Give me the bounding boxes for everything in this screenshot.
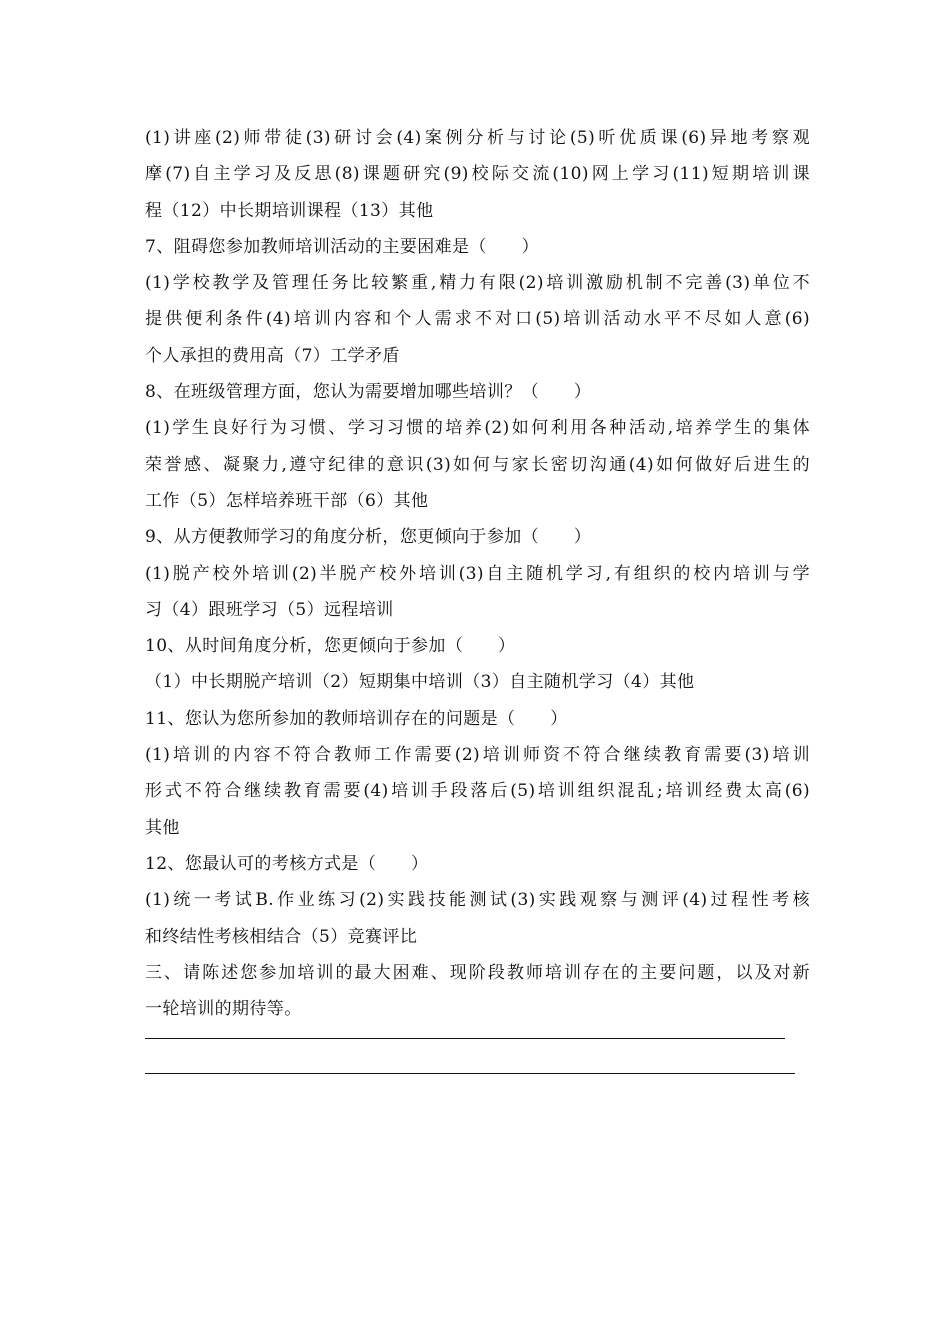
q11-options-line-3: 其他 [145,817,180,838]
section-3-prompt-line-2: 一轮培训的期待等。 [145,999,302,1020]
q11-options-line-2: 形式不符合继续教育需要(4)培训手段落后(5)培训组织混乱;培训经费太高(6) [145,781,810,802]
q6-options-line-1: (1)讲座(2)师带徒(3)研讨会(4)案例分析与讨论(5)听优质课(6)异地考察观 [145,128,810,148]
answer-line-2[interactable] [145,1073,795,1074]
question-10: 10、从时间角度分析，您更倾向于参加（ ） [145,636,516,657]
q6-options-line-3: 程（12）中长期培训课程（13）其他 [145,200,434,221]
section-3-prompt-line-1: 三、请陈述您参加培训的最大困难、现阶段教师培训存在的主要问题，以及对新 [145,962,810,983]
q12-options-line-2: 和终结性考核相结合（5）竞赛评比 [145,926,418,947]
q12-options-line-1: (1)统一考试B.作业练习(2)实践技能测试(3)实践观察与测评(4)过程性考核 [145,890,810,911]
q7-options-line-1: (1)学校教学及管理任务比较繁重,精力有限(2)培训激励机制不完善(3)单位不 [145,273,810,294]
document-body [145,120,810,1027]
q9-options-line-1: (1)脱产校外培训(2)半脱产校外培训(3)自主随机学习,有组织的校内培训与学 [145,563,810,584]
question-12: 12、您最认可的考核方式是（ ） [145,853,429,874]
q6-options-line-2: 摩(7)自主学习及反思(8)课题研究(9)校际交流(10)网上学习(11)短期培训课 [145,164,810,185]
question-9: 9、从方便教师学习的角度分析，您更倾向于参加（ ） [145,527,592,548]
q11-options-line-1: (1)培训的内容不符合教师工作需要(2)培训师资不符合继续教育需要(3)培训 [145,745,810,766]
q8-options-line-2: 荣誉感、凝聚力,遵守纪律的意识(3)如何与家长密切沟通(4)如何做好后进生的 [145,454,810,475]
q7-options-line-2: 提供便利条件(4)培训内容和个人需求不对口(5)培训活动水平不尽如人意(6) [145,309,810,330]
q7-options-line-3: 个人承担的费用高（7）工学矛盾 [145,345,400,366]
q9-options-line-2: 习（4）跟班学习（5）远程培训 [145,599,394,620]
question-8: 8、在班级管理方面，您认为需要增加哪些培训？（ ） [145,382,592,403]
q8-options-line-1: (1)学生良好行为习惯、学习习惯的培养(2)如何利用各种活动,培养学生的集体 [145,418,810,439]
q10-options-line-1: （1）中长期脱产培训（2）短期集中培训（3）自主随机学习（4）其他 [145,672,695,693]
question-11: 11、您认为您所参加的教师培训存在的问题是（ ） [145,708,568,729]
question-7: 7、阻碍您参加教师培训活动的主要困难是（ ） [145,236,540,257]
q8-options-line-3: 工作（5）怎样培养班干部（6）其他 [145,490,429,511]
answer-line-1[interactable] [145,1038,785,1039]
